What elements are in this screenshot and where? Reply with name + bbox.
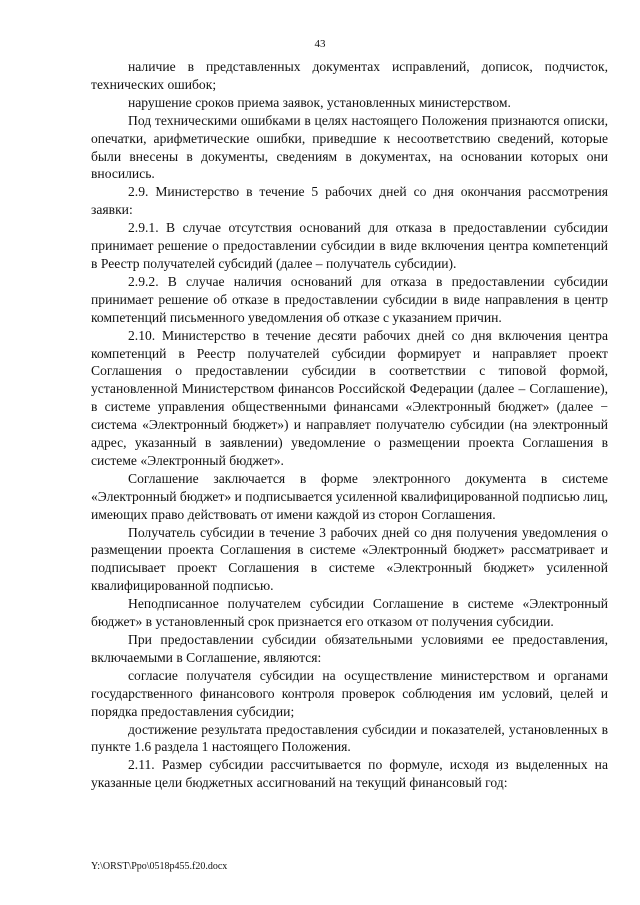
paragraph: При предоставлении субсидии обязательными условиями ее предоставления, включаемыми в Соглашение, являются: — [91, 632, 608, 665]
page-number: 43 — [314, 38, 326, 50]
paragraph: 2.10. Министерство в течение десяти рабочих дней со дня включения центра компетенций в Реестр получателей субсидии формирует и направляет проект Соглашения о предоставлении субсидии в соответствии с типовой формой, установленной Министерством финансов Российской Федерации (далее – Соглашение), в системе управления общественными финансами «Электронный бюджет» (далее − система «Электронный бюджет») и направляет получателю субсидии (на электронный адрес, указанный в заявлении) уведомление о размещении проекта Соглашения в системе «Электронный бюджет». — [91, 327, 608, 468]
paragraph: нарушение сроков приема заявок, установленных министерством. — [128, 94, 511, 110]
paragraph: 2.9.1. В случае отсутствия оснований для отказа в предоставлении субсидии принимает решение о предоставлении субсидии в виде включения центра компетенций в Реестр получателей субсидий (далее – получатель субсидии). — [91, 220, 608, 271]
file-path-footer: Y:\ORST\Ppo\0518p455.f20.docx — [91, 861, 228, 872]
document-body — [91, 58, 608, 792]
paragraph: наличие в представленных документах исправлений, дописок, подчисток, технических ошибок; — [91, 59, 608, 92]
paragraph: согласие получателя субсидии на осуществление министерством и органами государственного финансового контроля проверок соблюдения им условий, целей и порядка предоставления субсидии; — [91, 667, 608, 719]
paragraph: 2.11. Размер субсидии рассчитывается по формуле, исходя из выделенных на указанные цели бюджетных ассигнований на текущий финансовый год: — [91, 757, 608, 791]
paragraph: Под техническими ошибками в целях настоящего Положения признаются описки, опечатки, арифметические ошибки, приведшие к несоответствию сведений, которые были внесены в документы, сведениям в документах, на основании которых они вносились. — [91, 112, 608, 182]
paragraph: Соглашение заключается в форме электронного документа в системе «Электронный бюджет» и подписывается усиленной квалифицированной подписью лиц, имеющих право действовать от имени каждой из сторон Соглашения. — [91, 470, 608, 522]
paragraph: достижение результата предоставления субсидии и показателей, установленных в пункте 1.6 раздела 1 настоящего Положения. — [91, 721, 608, 755]
paragraph: 2.9.2. В случае наличия оснований для отказа в предоставлении субсидии принимает решение об отказе в предоставлении субсидии в виде направления в центр компетенций письменного уведомления об отказе с указанием причин. — [91, 273, 608, 325]
paragraph: Неподписанное получателем субсидии Соглашение в системе «Электронный бюджет» в установленный срок признается его отказом от получения субсидии. — [91, 596, 608, 630]
paragraph: Получатель субсидии в течение 3 рабочих дней со дня получения уведомления о размещении проекта Соглашения в системе «Электронный бюджет» рассматривает и подписывает проект Соглашения в системе «Электронный бюджет» усиленной квалифицированной подписью. — [91, 524, 608, 594]
paragraph: 2.9. Министерство в течение 5 рабочих дней со дня окончания рассмотрения заявки: — [91, 184, 608, 218]
